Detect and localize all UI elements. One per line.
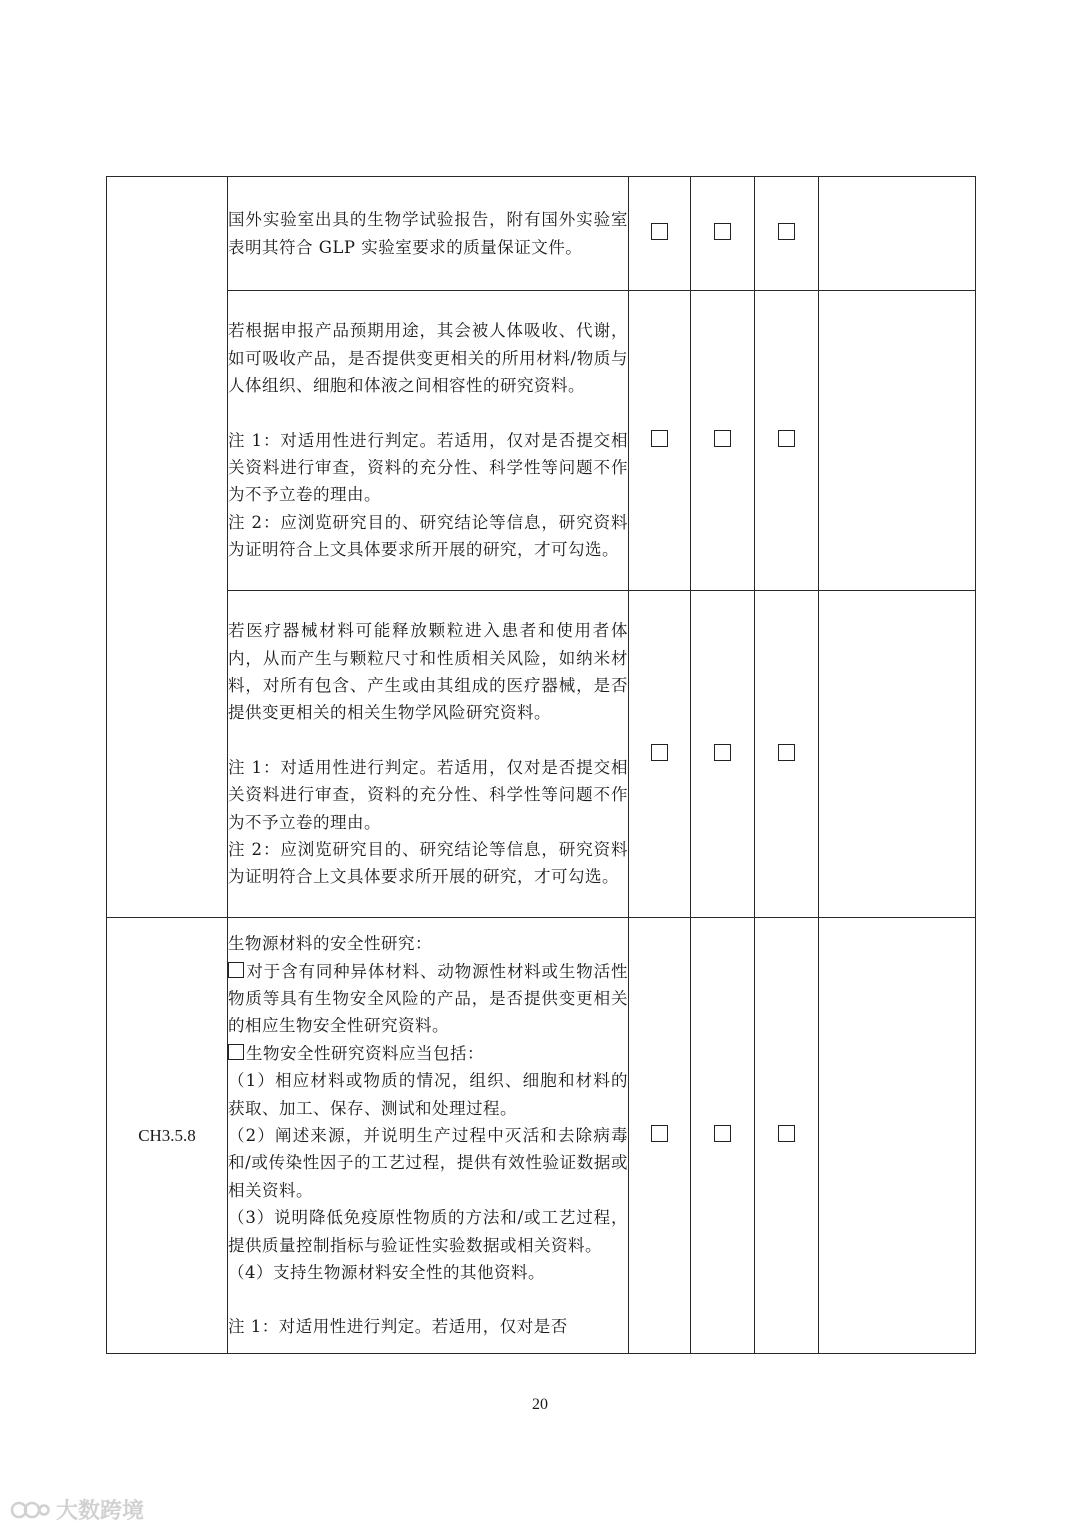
- table-row: [107, 291, 976, 591]
- checkbox[interactable]: [778, 223, 795, 240]
- list-item: （3）说明降低免疫原性物质的方法和/或工艺过程，提供质量控制指标与验证性实验数据或相关资料。: [228, 1208, 628, 1255]
- checkbox-cell[interactable]: [755, 918, 819, 1354]
- note-text: 注 1：对适用性进行判定。若适用，仅对是否: [228, 1317, 568, 1337]
- checkbox[interactable]: [714, 744, 731, 761]
- code-cell: [107, 177, 228, 918]
- remarks-cell: [819, 291, 976, 591]
- checkbox[interactable]: [714, 1125, 731, 1142]
- requirement-text: 生物源材料的安全性研究：: [228, 934, 432, 954]
- page-number: 20: [532, 1396, 548, 1413]
- checkbox[interactable]: [651, 223, 668, 240]
- checkbox[interactable]: [778, 1125, 795, 1142]
- requirement-cell: [228, 177, 629, 291]
- checkbox-cell[interactable]: [691, 918, 755, 1354]
- watermark-logo-icon: [10, 1499, 50, 1521]
- checkbox[interactable]: [651, 744, 668, 761]
- checkbox-cell[interactable]: [629, 291, 691, 591]
- requirement-cell: [228, 291, 629, 591]
- checkbox[interactable]: [778, 744, 795, 761]
- checkbox-cell[interactable]: [691, 591, 755, 918]
- remarks-cell: [819, 918, 976, 1354]
- checkbox-cell[interactable]: [755, 177, 819, 291]
- code-cell: [107, 918, 228, 1354]
- watermark: [10, 1494, 144, 1525]
- inline-checkbox[interactable]: [228, 1044, 244, 1060]
- checkbox[interactable]: [714, 223, 731, 240]
- list-item: （2）阐述来源，并说明生产过程中灭活和去除病毒和/或传染性因子的工艺过程，提供有效性验证数据或相关资料。: [228, 1126, 628, 1200]
- remarks-cell: [819, 591, 976, 918]
- checkbox-cell[interactable]: [691, 177, 755, 291]
- requirement-cell: [228, 918, 629, 1354]
- checklist-table: [106, 176, 976, 1354]
- checkbox[interactable]: [651, 1125, 668, 1142]
- sub-requirement: 对于含有同种异体材料、动物源性材料或生物活性物质等具有生物安全风险的产品，是否提供变更相关的相应生物安全性研究资料。: [228, 961, 628, 1036]
- requirement-text: 若根据申报产品预期用途，其会被人体吸收、代谢，如可吸收产品，是否提供变更相关的所用材料/物质与人体组织、细胞和体液之间相容性的研究资料。: [228, 321, 628, 396]
- checkbox-cell[interactable]: [629, 591, 691, 918]
- table-row: [107, 591, 976, 918]
- note-text: 注 1：对适用性进行判定。若适用，仅对是否提交相关资料进行审查，资料的充分性、科学性等问题不作为不予立卷的理由。: [228, 430, 628, 505]
- list-item: （1）相应材料或物质的情况，组织、细胞和材料的获取、加工、保存、测试和处理过程。: [228, 1071, 628, 1118]
- checkbox-cell[interactable]: [629, 918, 691, 1354]
- note-text: 注 2：应浏览研究目的、研究结论等信息，研究资料为证明符合上文具体要求所开展的研究，才可勾选。: [228, 840, 628, 887]
- inline-checkbox[interactable]: [228, 962, 244, 978]
- requirement-cell: [228, 591, 629, 918]
- list-item: （4）支持生物源材料安全性的其他资料。: [228, 1263, 545, 1283]
- table-row: [107, 177, 976, 291]
- checkbox-cell[interactable]: [755, 591, 819, 918]
- requirement-text: 若医疗器械材料可能释放颗粒进入患者和使用者体内，从而产生与颗粒尺寸和性质相关风险，如纳米材料，对所有包含、产生或由其组成的医疗器械，是否提供变更相关的相关生物学风险研究资料。: [228, 621, 628, 723]
- remarks-cell: [819, 177, 976, 291]
- checkbox-cell[interactable]: [629, 177, 691, 291]
- note-text: 注 2：应浏览研究目的、研究结论等信息，研究资料为证明符合上文具体要求所开展的研究，才可勾选。: [228, 512, 628, 560]
- table-row: [107, 918, 976, 1354]
- item-code: CH3.5.8: [138, 1125, 196, 1145]
- checkbox[interactable]: [778, 430, 795, 447]
- note-text: 注 1：对适用性进行判定。若适用，仅对是否提交相关资料进行审查，资料的充分性、科学性等问题不作为不予立卷的理由。: [228, 757, 628, 832]
- requirement-text: 国外实验室出具的生物学试验报告，附有国外实验室表明其符合 GLP 实验室要求的质量保证文件。: [228, 210, 628, 257]
- checkbox[interactable]: [714, 430, 731, 447]
- checkbox-cell[interactable]: [691, 291, 755, 591]
- sub-requirement: 生物安全性研究资料应当包括：: [228, 1040, 628, 1067]
- checkbox-cell[interactable]: [755, 291, 819, 591]
- checkbox[interactable]: [651, 430, 668, 447]
- watermark-text: 大数跨境: [56, 1499, 145, 1524]
